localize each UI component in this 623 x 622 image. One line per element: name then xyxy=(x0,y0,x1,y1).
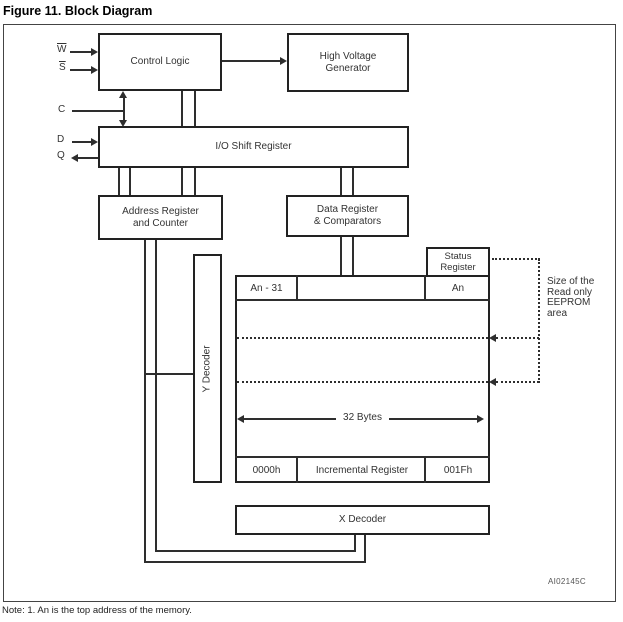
io-shift-register-block xyxy=(98,126,409,168)
x-decoder-block xyxy=(235,505,490,535)
address-bus-outer-riser xyxy=(364,535,366,563)
readonly-area-dotted-line xyxy=(237,337,488,339)
status-register-block xyxy=(426,247,490,277)
write-enable-line xyxy=(70,51,92,53)
y-decoder-block xyxy=(193,254,222,483)
control-iosr-bus-line xyxy=(181,91,183,126)
address-register-label-line2: and Counter xyxy=(132,217,189,229)
readonly-area-dotted-line xyxy=(237,381,488,383)
signal-label-write-enable: $\overline{W}$ xyxy=(57,44,67,55)
signal-label-data-in: D xyxy=(57,134,65,145)
control-to-hv-arrowhead xyxy=(280,57,287,65)
readonly-dotted-pointer xyxy=(496,337,539,339)
memory-cell-incremental-register: Incremental Register xyxy=(315,465,409,476)
figure-title: Figure 11. Block Diagram xyxy=(3,4,153,18)
address-register-block xyxy=(98,195,223,240)
high-voltage-generator-label-line1: High Voltage xyxy=(319,50,377,62)
readonly-pointer-arrowhead xyxy=(489,334,496,342)
control-logic-label: Control Logic xyxy=(130,56,190,67)
data-register-label-line2: & Comparators xyxy=(313,216,382,227)
memory-array-top-row-divider xyxy=(235,299,490,301)
data-out-arrowhead xyxy=(71,154,78,162)
status-register-label-line2: Register xyxy=(440,262,476,273)
data-register-label-line1: Data Register xyxy=(316,204,379,215)
address-bus-inner-vertical xyxy=(155,240,157,552)
width-label-container xyxy=(235,412,490,423)
y-decoder-label: Y Decoder xyxy=(201,344,213,393)
write-enable-arrowhead xyxy=(91,48,98,56)
iosr-data-bus-line xyxy=(352,168,354,195)
status-register-label-line1: Status xyxy=(444,251,472,262)
high-voltage-generator-block xyxy=(287,33,409,92)
high-voltage-generator-label-line2: Generator xyxy=(325,62,371,74)
iosr-data-bus-line xyxy=(340,168,342,195)
data-in-arrowhead xyxy=(91,138,98,146)
readonly-area-annotation: Size of the Read only EEPROM area xyxy=(547,276,595,319)
address-register-label-line1: Address Register xyxy=(122,205,199,217)
memory-cell-end-address: 001Fh xyxy=(443,465,473,476)
signal-label-data-out: Q xyxy=(57,150,65,161)
signal-label-clock: C xyxy=(58,104,66,115)
memory-cell-top-address: An xyxy=(451,282,465,294)
address-bus-inner-riser xyxy=(354,535,356,552)
iosr-address-bus-line xyxy=(194,168,196,195)
x-decoder-label: X Decoder xyxy=(338,514,387,525)
address-to-ydecoder-tap xyxy=(146,373,193,375)
control-to-hv-line xyxy=(222,60,280,62)
chip-select-arrowhead xyxy=(91,66,98,74)
iosr-address-bus-line xyxy=(181,168,183,195)
memory-cell-start-address: 0000h xyxy=(252,465,281,476)
iosr-address-bus-line xyxy=(129,168,131,195)
readonly-pointer-arrowhead xyxy=(489,378,496,386)
address-bus-inner-horizontal xyxy=(155,550,356,552)
memory-cell-top-address-range: An - 31 xyxy=(250,282,283,294)
readonly-dotted-vertical xyxy=(538,259,540,383)
width-label: 32 Bytes xyxy=(336,412,389,423)
clock-vertical-line xyxy=(123,96,125,122)
clock-up-arrowhead xyxy=(119,91,127,98)
data-register-block xyxy=(286,195,409,237)
signal-label-chip-select: $\overline{S}$ xyxy=(59,62,66,73)
address-bus-outer-horizontal xyxy=(144,561,366,563)
io-shift-register-label: I/O Shift Register xyxy=(215,141,292,152)
chip-select-line xyxy=(70,69,92,71)
data-array-bus-line xyxy=(340,237,342,275)
memory-array-block xyxy=(235,275,490,483)
data-in-line xyxy=(72,141,92,143)
address-bus-outer-vertical xyxy=(144,240,146,563)
control-iosr-bus-line xyxy=(194,91,196,126)
data-array-bus-line xyxy=(352,237,354,275)
clock-line xyxy=(72,110,125,112)
reference-code: AI02145C xyxy=(548,577,586,586)
control-logic-block xyxy=(98,33,222,91)
figure-note: Note: 1. An is the top address of the memory. xyxy=(2,605,192,616)
iosr-address-bus-line xyxy=(118,168,120,195)
status-register-dotted-line xyxy=(492,258,540,260)
data-out-line xyxy=(77,157,98,159)
readonly-dotted-pointer xyxy=(496,381,539,383)
